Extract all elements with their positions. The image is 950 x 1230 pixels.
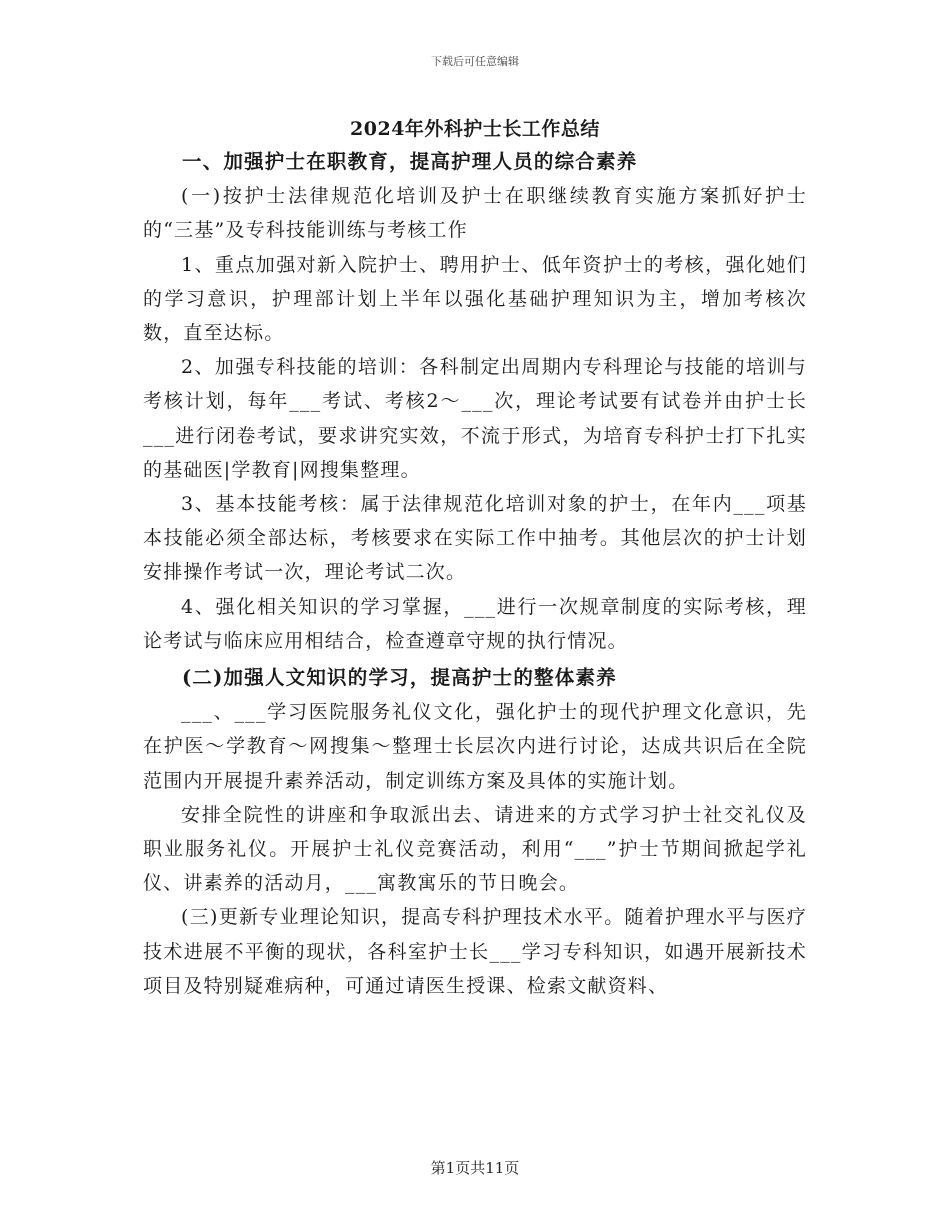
- paragraph-item-3: 3、基本技能考核：属于法律规范化培训对象的护士，在年内___项基本技能必须全部达标，考核要求在实际工作中抽考。其他层次的护士计划安排操作考试一次，理论考试二次。: [143, 493, 807, 584]
- document-title: 2024年外科护士长工作总结: [350, 118, 600, 140]
- subsection-1: (一)按护士法律规范化培训及护士在职继续教育实施方案抓好护士的“三基”及专科技能训练与考核工作: [143, 185, 807, 242]
- paragraph-item-4: 4、强化相关知识的学习掌握，___进行一次规章制度的实际考核，理论考试与临床应用相结合，检查遵章守规的执行情况。: [143, 595, 807, 652]
- section-heading-1: 一、加强护士在职教育，提高护理人员的综合素养: [182, 150, 638, 173]
- subsection-heading-2: (二)加强人文知识的学习，提高护士的整体素养: [182, 666, 617, 690]
- paragraph-item-2: 2、加强专科技能的培训：各科制定出周期内专科理论与技能的培训与考核计划，每年___考试、考核2～___次，理论考试要有试卷并由护士长___进行闭卷考试，要求讲究实效，不流于形式，为培育专科护士打下扎实的基础医|学教育|网搜集整理。: [143, 356, 807, 481]
- document-body: [143, 145, 807, 1003]
- header-note: 下载后可任意编辑: [431, 55, 519, 68]
- page-footer: 第1页共11页: [430, 1159, 520, 1177]
- paragraph-lectures: 安排全院性的讲座和争取派出去、请进来的方式学习护士社交礼仪及职业服务礼仪。开展护士礼仪竞赛活动，利用“___”护士节期间掀起学礼仪、讲素养的活动月，___寓教寓乐的节日晚会。: [143, 803, 807, 895]
- paragraph-etiquette: ___、___学习医院服务礼仪文化，强化护士的现代护理文化意识，先在护医～学教育～网搜集～整理士长层次内进行讨论，达成共识后在全院范围内开展提升素养活动，制定训练方案及具体的实施计划。: [143, 701, 807, 792]
- paragraph-item-1: 1、重点加强对新入院护士、聘用护士、低年资护士的考核，强化她们的学习意识，护理部计划上半年以强化基础护理知识为主，增加考核次数，直至达标。: [143, 253, 807, 345]
- subsection-3: (三)更新专业理论知识，提高专科护理技术水平。随着护理水平与医疗技术进展不平衡的现状，各科室护士长___学习专科知识，如遇开展新技术项目及特别疑难病种，可通过请医生授课、检索文献资料、: [143, 906, 807, 997]
